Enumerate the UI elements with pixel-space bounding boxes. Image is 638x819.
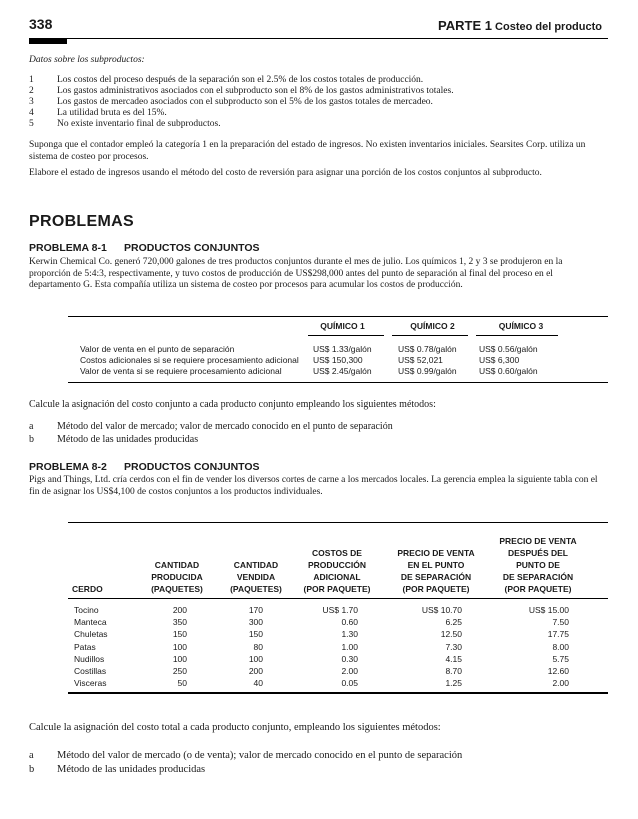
list-item: 2 Los gastos administrativos asociados con el subproducto son el 8% de los gastos administrativos totales. [29, 86, 454, 96]
table2-cell: 150 [172, 629, 187, 640]
table2-cell: 170 [248, 605, 263, 615]
table2-header: PRODUCIDA [151, 572, 203, 582]
table1-cell: US$ 150,300 [313, 355, 363, 365]
table1-row-label: Valor de venta en el punto de separación [80, 344, 235, 354]
table2-row-label: Manteca [74, 617, 107, 628]
table1-col-rule [308, 335, 384, 336]
table2-cell: 2.00 [341, 666, 358, 676]
table2-header-rule [68, 598, 608, 599]
table2-cell: 1.30 [341, 629, 358, 640]
table2-header: COSTOS DE [312, 548, 362, 558]
table2-cell: 17.75 [547, 629, 569, 640]
problem-title: PRODUCTOS CONJUNTOS [124, 242, 260, 254]
problem-8-2-text: Pigs and Things, Ltd. cría cerdos con el fin de vender los diversos cortes de carne a los mercados locales. La gerencia emplea la siguiente tabla con el fin de asignar los US$4,100 de costos conjuntos a los productos individuales. [29, 475, 598, 497]
problem-8-1-heading [29, 242, 260, 254]
table2-cell: 12.50 [440, 629, 462, 640]
table2-header: (POR PAQUETE) [402, 584, 470, 594]
method-item: a Método del valor de mercado; valor de mercado conocido en el punto de separación [29, 421, 393, 432]
table1-cell: US$ 0.99/galón [398, 366, 457, 376]
table1-top-rule [68, 316, 608, 317]
table2-row-label: Nudillos [74, 653, 105, 664]
table2-cell: 100 [172, 641, 187, 652]
method-item: b Método de las unidades producidas [29, 764, 206, 775]
table2-top-rule [68, 522, 608, 523]
problem-number: PROBLEMA 8-1 [29, 242, 107, 254]
table2-header: PUNTO DE [516, 560, 560, 570]
method-item: a Método del valor de mercado (o de venta); valor de mercado conocido en el punto de separación [29, 750, 463, 761]
table1-row-label: Costos adicionales si se requiere procesamiento adicional [80, 355, 299, 365]
table1-col-rule [392, 335, 468, 336]
table2-header: DESPUÉS DEL [508, 548, 568, 558]
table2-header: (PAQUETES) [230, 584, 282, 594]
table2-cell: 150 [248, 629, 263, 640]
table2-cell: 100 [248, 653, 263, 664]
table2-cell: 0.05 [341, 678, 358, 689]
table1-cell: US$ 1.33/galón [313, 344, 372, 354]
table2-cell: 7.30 [445, 641, 462, 652]
table2-cell: 0.60 [341, 617, 358, 628]
list-item: 5 No existe inventario final de subproductos. [29, 119, 221, 129]
table2-header: VENDIDA [236, 572, 276, 582]
table2-cell: 8.00 [552, 641, 569, 652]
header-block [29, 38, 67, 44]
table2-cell: 12.60 [547, 666, 569, 676]
problem-number: PROBLEMA 8-2 [29, 461, 107, 473]
list-item: 4 La utilidad bruta es del 15%. [29, 108, 167, 118]
running-head [438, 18, 602, 33]
table2-row-label: Tocino [74, 605, 99, 615]
table2-cell: 6.25 [445, 617, 462, 628]
table2-row-label: Costillas [74, 666, 107, 676]
table2-cell: 1.25 [445, 678, 462, 689]
table2-header: (POR PAQUETE) [303, 584, 371, 594]
section-title: PROBLEMAS [29, 213, 134, 230]
problem-8-1-instruction: Calcule la asignación del costo conjunto a cada producto conjunto empleando los siguientes métodos: [29, 399, 436, 410]
table2-header: PRODUCCIÓN [307, 560, 367, 570]
table2-cell: 0.30 [341, 653, 358, 664]
table2-cell: 2.00 [552, 678, 569, 689]
table2-cell: 250 [172, 666, 187, 676]
table2-cell: 8.70 [445, 666, 462, 676]
table1-header: QUÍMICO 1 [320, 321, 365, 331]
byproduct-list [29, 75, 599, 130]
page-number: 338 [29, 16, 53, 32]
part-label: PARTE 1 [438, 18, 492, 33]
table2-header: CANTIDAD [154, 560, 200, 570]
table2-header: CANTIDAD [233, 560, 279, 570]
list-item: 3 Los gastos de mercadeo asociados con el subproducto son el 5% de los gastos totales de mercadeo. [29, 97, 433, 107]
part-title: Costeo del producto [495, 21, 602, 33]
problem-8-1-text: Kerwin Chemical Co. generó 720,000 galones de tres productos conjuntos durante el mes de julio. Los químicos 1, 2 y 3 se produjeron en la proporción de 5:4:3, respectivamente, y tuvo costos de producción de US$298,000 antes del punto de separación al final del proceso en el departamento G. Esta compañía utiliza un sistema de costeo por procesos para acumular los costos de producción. [29, 257, 563, 290]
table2-cell: 40 [253, 678, 263, 689]
problem-8-2-instruction: Calcule la asignación del costo total a cada producto conjunto, empleando los siguientes métodos: [29, 722, 441, 733]
table1-cell: US$ 0.56/galón [479, 344, 538, 354]
table2-row-label: Patas [74, 641, 96, 652]
table2-header: ADICIONAL [313, 572, 361, 582]
table2-header: PRECIO DE VENTA [499, 536, 577, 546]
table2-cell: 100 [172, 653, 187, 664]
table1-cell: US$ 0.60/galón [479, 366, 538, 376]
table1-row-label: Valor de venta si se requiere procesamiento adicional [80, 366, 282, 376]
table1-cell: US$ 0.78/galón [398, 344, 457, 354]
table2-cell: US$ 1.70 [322, 605, 358, 615]
data-heading: Datos sobre los subproductos: [29, 55, 145, 65]
table2-cell: 4.15 [445, 653, 462, 664]
table2-cell: 50 [177, 678, 187, 689]
intro-paragraph-2: Elabore el estado de ingresos usando el método del costo de reversión para asignar una porción de los costos conjuntos al subproducto. [29, 168, 542, 178]
table2-cell: 80 [253, 641, 263, 652]
problem-8-2-heading [29, 461, 260, 473]
table2-cell: US$ 15.00 [528, 605, 569, 615]
table1-header: QUÍMICO 3 [498, 321, 544, 331]
table2-cell: 7.50 [552, 617, 569, 628]
table2-header: (PAQUETES) [151, 584, 203, 594]
table2-cell: 300 [248, 617, 263, 628]
problem-title: PRODUCTOS CONJUNTOS [124, 461, 260, 473]
table1-cell: US$ 52,021 [398, 355, 443, 365]
table2-cell: 200 [172, 605, 187, 615]
table1-col-rule [476, 335, 558, 336]
table2-header: DE SEPARACIÓN [502, 572, 574, 582]
table2-cell: US$ 10.70 [421, 605, 462, 615]
table1-header: QUÍMICO 2 [410, 321, 455, 331]
table2-cell: 350 [172, 617, 187, 628]
method-item: b Método de las unidades producidas [29, 434, 199, 445]
table2-header: DE SEPARACIÓN [400, 572, 472, 582]
table2-cell: 5.75 [552, 653, 569, 664]
intro-paragraph-1: Suponga que el contador empleó la categoría 1 en la preparación del estado de ingresos. No existen inventarios iniciales. Searsites Corp. utiliza un sistema de costeo por procesos. [29, 140, 586, 162]
table2-header: EN EL PUNTO [407, 560, 465, 570]
table2-cell: 1.00 [341, 641, 358, 652]
header-rule [29, 38, 608, 39]
list-item: 1 Los costos del proceso después de la separación son el 2.5% de los costos totales de producción. [29, 75, 424, 85]
table2-cell: 200 [248, 666, 263, 676]
table2-row-label: Visceras [74, 678, 107, 689]
table2-header: (POR PAQUETE) [504, 584, 572, 594]
table1-cell: US$ 6,300 [479, 355, 520, 365]
table2-header: CERDO [72, 584, 103, 594]
table2-bottom-rule [68, 692, 608, 694]
table2-header: PRECIO DE VENTA [397, 548, 475, 558]
table1-bottom-rule [68, 382, 608, 383]
table1-cell: US$ 2.45/galón [313, 366, 372, 376]
table2-row-label: Chuletas [74, 629, 108, 640]
